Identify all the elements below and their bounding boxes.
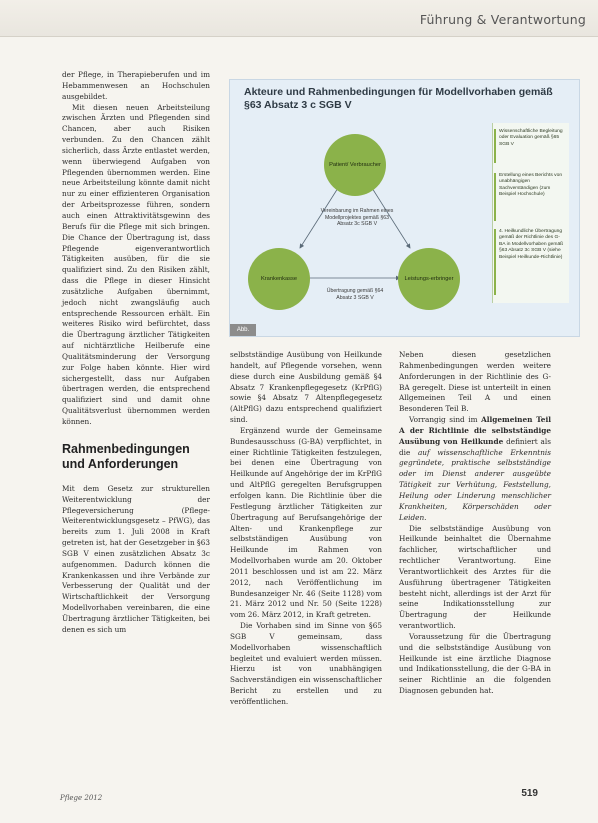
section-heading: Rahmenbedingungen und Anforderungen <box>62 441 190 471</box>
side-bar <box>494 129 496 163</box>
figure-title: Akteure und Rahmenbedingungen für Modellvorhaben gemäß §63 Absatz 3 c SGB V <box>244 86 553 111</box>
section-title: Führung & Verantwortung <box>419 12 586 27</box>
paragraph: Ergänzend wurde der Gemeinsame Bundesausschuss (G-BA) verpflichtet, in einer Richtlinie Tätigkeiten festzulegen, bei denen eine Übertragung von Heilkunde auf Angehörige der im KrPflG und AltPflG geregelten Berufsgruppen erfolgen kann. Die Richtlinie über die Festlegung ärztlicher Tätigkeiten zur Übertragung auf Berufsangehörige der Alten- und Krankenpflege zur selbstständigen Ausübung von Heilkunde im Rahmen von Modellvorhaben wurde am 20. Oktober 2011 beschlossen und ist am 22. März 2012, nach Veröffentlichung im Bundesanzeiger Nr. 46 (Seite 1128) vom 21. März 2012 und Nr. 50 (Seite 1228) vom 26. März 2012, in Kraft getreten. <box>230 425 382 620</box>
text-column-2 <box>230 350 382 708</box>
italic-text: auf wissenschaftliche Erkenntnis gegründete, praktische selbstständige oder im Dienst anderer ausgeübte Tätigkeit zur Verhütung, Feststellung, Heilung oder Linderung menschlicher Krankheiten, Körperschäden oder Leiden. <box>399 447 551 522</box>
text-column-3 <box>399 350 551 697</box>
side-panel <box>492 123 569 303</box>
label-uebertragung: Übertragung gemäß §64 Absatz 3 SGB V <box>326 288 384 301</box>
side-bar <box>494 173 496 221</box>
side-note: Erstellung eines Berichts von unabhängigen Sachverständigen (zum Beispiel Hochschule) <box>499 173 563 198</box>
paragraph: Mit diesen neuen Arbeitsteilung zwischen Ärzten und Pflegenden sind Chancen, aber auch Risiken verbunden. Zu den Chancen zählt sicherlich, dass Ärzte entlastet werden, wenn überwiegend Aufgaben von Pflegenden übernommen werden. Eine neue Arbeitsteilung könnte damit nicht nur zu einer effizienteren Organisation der Arbeitsprozesse führen, sondern auch einen Attraktivitätsgewinn des Berufs für die Pflege mit sich bringen. Die Chance der Übertragung ist, dass Pflegende eigenverantwortlich Tätigkeiten ausüben, für die sie qualifiziert sind. Zu den Risiken zählt, dass die Pflege in dieser Hinsicht zusätzliche Aufgaben übernimmt, jedoch nicht zwangsläufig auch entsprechende Ressourcen erhält. Ein weiteres Risiko wird befürchtet, dass die Übertragung ärztlicher Tätigkeiten auf nichtärztliche Heilberufe eine Qualitätsminderung der Versorgung zur Folge haben könnte. Hier wird sichergestellt, dass nur Aufgaben übertragen werden, die entsprechend qualifiziert sind und damit ohne Qualitätsverlust übernommen werden können. <box>62 102 210 426</box>
label-vereinbarung: Vereinbarung im Rahmen eines Modellprojektes gemäß §63 Absatz 3c SGB V <box>320 208 394 228</box>
side-note: Wissenschaftliche Begleitung oder Evaluation gemäß §65 SGB V <box>499 129 563 147</box>
paragraph: Mit dem Gesetz zur strukturellen Weiterentwicklung der Pflegeversicherung (Pflege-Weiterentwicklungsgesetz – PfWG), das bereits zum 1. Juli 2008 in Kraft getreten ist, hat der Gesetzgeber in §63 SGB V einen zusätzlichen Absatz 3c aufgenommen. Dadurch können die Krankenkassen und ihre Verbände zur Verbesserung der Qualität und der Wirtschaftlichkeit der Versorgung Modellvorhaben vereinbaren, die eine Übertragung ärztlicher Tätigkeiten, bei denen es sich um <box>62 483 210 634</box>
side-note: 4. Heilkundliche Übertragung gemäß der Richtlinie des G-BA in Modellvorhaben gemäß §63 Absatz 3c SGB V (siehe Beispiel Heilkunde-Richtlinie) <box>499 229 564 260</box>
text-run: definiert als die <box>399 436 551 457</box>
paragraph: Neben diesen gesetzlichen Rahmenbedingungen werden weitere Anforderungen in der Richtlinie des G-BA geregelt. Diese ist unterteilt in einen Allgemeinen Teil A und einen Besonderen Teil B. <box>399 350 551 414</box>
node-leistungserbringer: Leistungs-erbringer <box>398 248 460 310</box>
paragraph: selbstständige Ausübung von Heilkunde handelt, auf Pflegende vorsehen, wenn diese durch eine Ausbildung gemäß §4 Absatz 7 Krankenpflegegesetz (KrPflG) sowie §4 Absatz 7 Altenpflegegesetz (AltPflG) dazu entsprechend qualifiziert sind. <box>230 350 382 425</box>
text-run: Vorrangig sind im <box>409 415 482 425</box>
side-bar <box>494 229 496 295</box>
bold-text: Allgemeinen Teil A der Richtlinie die selbstständige Ausübung von Heilkunde <box>399 415 551 446</box>
node-krankenkasse: Krankenkasse <box>248 248 310 310</box>
text-column-1 <box>62 70 210 636</box>
figure-tag: Abb. <box>230 324 256 336</box>
paragraph <box>399 415 551 523</box>
paragraph: der Pflege, in Therapieberufen und im Hebammenwesen an Hochschulen ausgebildet. <box>62 70 210 101</box>
paragraph: Die Vorhaben sind im Sinne von §65 SGB V gemeinsam, dass Modellvorhaben wissenschaftlich begleitet und evaluiert werden müssen. Hierzu ist von unabhängigen Sachverständigen ein wissenschaftlicher Bericht zu erstellen und zu veröffentlichen. <box>230 621 382 706</box>
paragraph: Voraussetzung für die Übertragung und die selbstständige Ausübung von Heilkunde ist eine ärztliche Diagnose und Indikationsstellung, die der G-BA in seiner Richtlinie an die folgenden Diagnosen gebunden hat. <box>399 631 551 696</box>
page-header <box>0 0 598 37</box>
figure-box <box>229 79 580 337</box>
page-number: 519 <box>521 788 538 799</box>
node-patient: Patient/ Verbraucher <box>324 134 386 196</box>
paragraph: Die selbstständige Ausübung von Heilkunde beinhaltet die Übernahme fachlicher, wirtschaftlicher und rechtlicher Verantwortung. Eine Verantwortlichkeit des Arztes für die Ausführung übertragener Tätigkeiten besteht nicht, allerdings ist der Arzt für seine Indikationsstellung zur Übertragung der Heilkunde verantwortlich. <box>399 523 551 631</box>
footer-journal: Pflege 2012 <box>60 794 103 802</box>
